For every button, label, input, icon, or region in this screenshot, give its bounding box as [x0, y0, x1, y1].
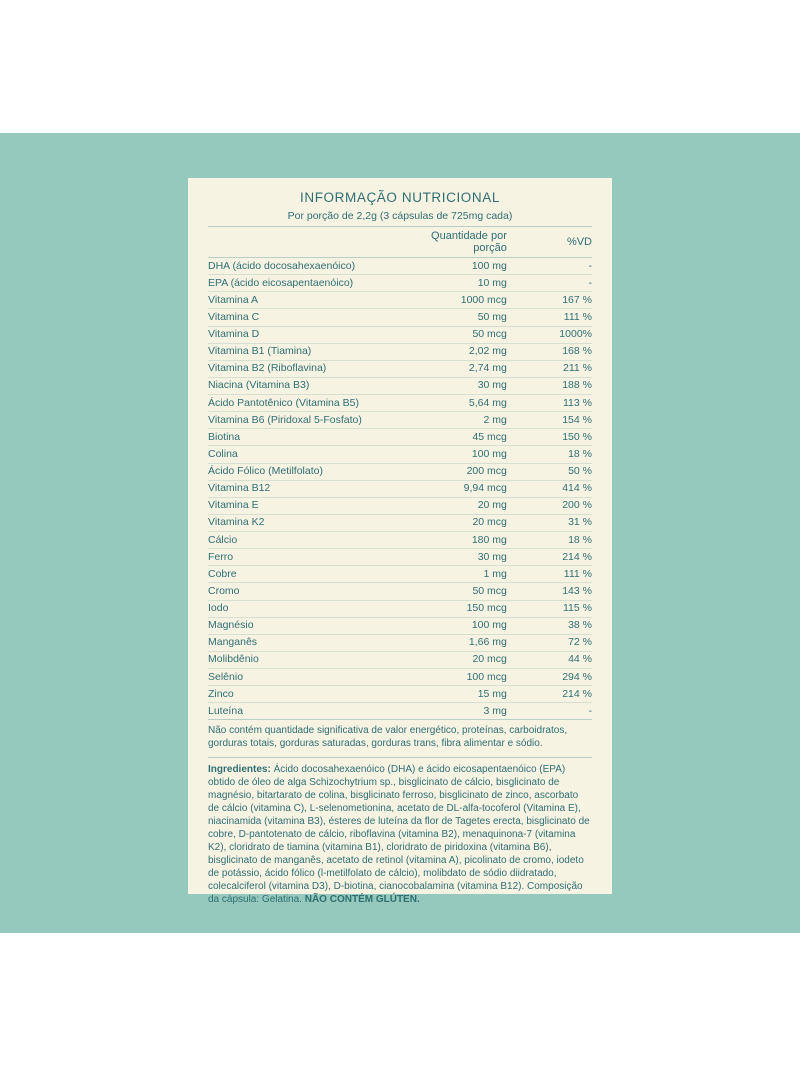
nutrient-name: Vitamina C — [208, 309, 423, 326]
nutrient-name: Niacina (Vitamina B3) — [208, 377, 423, 394]
nutrient-daily-value: 113 % — [523, 395, 592, 412]
table-row — [208, 395, 592, 412]
nutrient-amount: 100 mg — [423, 258, 523, 275]
nutrient-amount: 10 mg — [423, 275, 523, 292]
nutrient-amount: 20 mcg — [423, 514, 523, 531]
nutrient-daily-value: - — [523, 703, 592, 720]
column-header-amount: Quantidade por porção — [423, 227, 523, 258]
nutrient-daily-value: 72 % — [523, 634, 592, 651]
table-row — [208, 377, 592, 394]
nutrient-name: Iodo — [208, 600, 423, 617]
table-row — [208, 275, 592, 292]
ingredients-text: Ácido docosahexaenóico (DHA) e ácido eicosapentaenóico (EPA) obtido de óleo de alga Schizochytrium sp., bisglicinato de cálcio, bisglicinato de magnésio, bitartarato de colina, bisglicinato ferroso, bisglicinato de zinco, ascorbato de cálcio (vitamina C), L-selenometionina, acetato de DL-alfa-tocoferol (Vitamina E), niacinamida (vitamina B3), ésteres de luteína da flor de Tagetes erecta, bisglicinato de cobre, D-pantotenato de cálcio, riboflavina (vitamina B2), menaquinona-7 (vitamina K2), cloridrato de tiamina (vitamina B1), cloridrato de piridoxina (vitamina B6), bisglicinato de manganês, acetato de retinol (vitamina A), picolinato de cromo, iodeto de potássio, ácido fólico (l-metilfolato de cálcio), molibdato de sódio diidratado, colecalciferol (vitamina D3), D-biotina, cianocobalamina (vitamina B12). Composição da cápsula: Gelatina. — [208, 763, 590, 905]
nutrient-amount: 2 mg — [423, 412, 523, 429]
nutrient-amount: 15 mg — [423, 686, 523, 703]
nutrient-daily-value: 115 % — [523, 600, 592, 617]
nutrient-name: Ácido Fólico (Metilfolato) — [208, 463, 423, 480]
nutrient-amount: 5,64 mg — [423, 395, 523, 412]
nutrient-name: Zinco — [208, 686, 423, 703]
nutrient-daily-value: 18 % — [523, 446, 592, 463]
table-row — [208, 480, 592, 497]
nutrient-daily-value: 38 % — [523, 617, 592, 634]
table-row — [208, 258, 592, 275]
nutrient-daily-value: 111 % — [523, 309, 592, 326]
nutrient-amount: 100 mcg — [423, 669, 523, 686]
ingredients-label: Ingredientes: — [208, 763, 271, 775]
nutrient-name: Ferro — [208, 549, 423, 566]
table-row — [208, 463, 592, 480]
nutrient-name: Cromo — [208, 583, 423, 600]
nutrient-amount: 2,02 mg — [423, 343, 523, 360]
nutrient-name: Manganês — [208, 634, 423, 651]
nutrient-amount: 150 mcg — [423, 600, 523, 617]
nutrient-daily-value: 211 % — [523, 360, 592, 377]
nutrient-daily-value: 18 % — [523, 532, 592, 549]
nutrient-name: Colina — [208, 446, 423, 463]
nutrient-daily-value: 50 % — [523, 463, 592, 480]
nutrient-name: Molibdênio — [208, 651, 423, 668]
nutrient-daily-value: 1000% — [523, 326, 592, 343]
nutrient-amount: 50 mcg — [423, 326, 523, 343]
nutrient-amount: 200 mcg — [423, 463, 523, 480]
nutrient-name: EPA (ácido eicosapentaenóico) — [208, 275, 423, 292]
nutrient-daily-value: 167 % — [523, 292, 592, 309]
page-title: INFORMAÇÃO NUTRICIONAL — [300, 190, 500, 205]
nutrient-amount: 30 mg — [423, 549, 523, 566]
table-row — [208, 514, 592, 531]
nutrient-name: Cobre — [208, 566, 423, 583]
nutrient-daily-value: 200 % — [523, 497, 592, 514]
table-row — [208, 429, 592, 446]
table-row — [208, 669, 592, 686]
table-row — [208, 566, 592, 583]
gluten-free-statement: NÃO CONTÉM GLÚTEN. — [304, 893, 420, 905]
column-header-nutrient — [208, 227, 423, 258]
nutrient-daily-value: 188 % — [523, 377, 592, 394]
nutrient-name: Cálcio — [208, 532, 423, 549]
nutrient-daily-value: - — [523, 275, 592, 292]
nutrition-table-body — [208, 258, 592, 720]
nutrient-name: Vitamina B12 — [208, 480, 423, 497]
table-row — [208, 600, 592, 617]
nutrient-daily-value: 414 % — [523, 480, 592, 497]
table-header-row — [208, 227, 592, 258]
nutrient-name: Vitamina A — [208, 292, 423, 309]
table-row — [208, 703, 592, 720]
table-row — [208, 360, 592, 377]
table-row — [208, 343, 592, 360]
table-row — [208, 532, 592, 549]
nutrient-amount: 180 mg — [423, 532, 523, 549]
nutrient-amount: 20 mcg — [423, 651, 523, 668]
nutrient-name: Ácido Pantotênico (Vitamina B5) — [208, 395, 423, 412]
nutrient-name: Magnésio — [208, 617, 423, 634]
nutrient-name: Vitamina B6 (Piridoxal 5-Fosfato) — [208, 412, 423, 429]
nutrient-daily-value: 143 % — [523, 583, 592, 600]
table-row — [208, 686, 592, 703]
nutrient-name: Vitamina E — [208, 497, 423, 514]
nutrient-daily-value: 111 % — [523, 566, 592, 583]
nutrient-daily-value: 44 % — [523, 651, 592, 668]
nutrient-name: DHA (ácido docosahexaenóico) — [208, 258, 423, 275]
nutrient-daily-value: 150 % — [523, 429, 592, 446]
nutrient-amount: 1 mg — [423, 566, 523, 583]
nutrition-table — [208, 227, 592, 720]
nutrient-amount: 1000 mcg — [423, 292, 523, 309]
table-row — [208, 634, 592, 651]
nutrition-note: Não contém quantidade significativa de valor energético, proteínas, carboidratos, gorduras totais, gorduras saturadas, gorduras trans, fibra alimentar e sódio. — [208, 720, 592, 758]
nutrient-daily-value: 294 % — [523, 669, 592, 686]
nutrient-amount: 9,94 mcg — [423, 480, 523, 497]
table-row — [208, 651, 592, 668]
table-row — [208, 549, 592, 566]
nutrient-name: Vitamina B1 (Tiamina) — [208, 343, 423, 360]
nutrient-daily-value: 31 % — [523, 514, 592, 531]
nutrient-amount: 100 mg — [423, 446, 523, 463]
nutrient-name: Luteína — [208, 703, 423, 720]
nutrient-amount: 2,74 mg — [423, 360, 523, 377]
nutrient-amount: 100 mg — [423, 617, 523, 634]
nutrient-name: Vitamina D — [208, 326, 423, 343]
table-row — [208, 292, 592, 309]
table-row — [208, 326, 592, 343]
nutrient-daily-value: - — [523, 258, 592, 275]
nutrition-label-panel — [188, 178, 612, 905]
nutrient-daily-value: 168 % — [523, 343, 592, 360]
nutrient-daily-value: 214 % — [523, 686, 592, 703]
nutrient-amount: 45 mcg — [423, 429, 523, 446]
nutrient-amount: 3 mg — [423, 703, 523, 720]
nutrient-name: Vitamina B2 (Riboflavina) — [208, 360, 423, 377]
serving-size-text: Por porção de 2,2g (3 cápsulas de 725mg cada) — [208, 210, 592, 227]
table-row — [208, 412, 592, 429]
nutrient-daily-value: 214 % — [523, 549, 592, 566]
nutrient-amount: 20 mg — [423, 497, 523, 514]
nutrient-name: Selênio — [208, 669, 423, 686]
table-row — [208, 446, 592, 463]
nutrient-amount: 30 mg — [423, 377, 523, 394]
ingredients-block — [208, 758, 592, 906]
column-header-vd: %VD — [523, 227, 592, 258]
nutrient-name: Vitamina K2 — [208, 514, 423, 531]
nutrition-table-head — [208, 227, 592, 258]
table-row — [208, 583, 592, 600]
nutrient-name: Biotina — [208, 429, 423, 446]
table-row — [208, 497, 592, 514]
nutrient-daily-value: 154 % — [523, 412, 592, 429]
nutrient-amount: 50 mcg — [423, 583, 523, 600]
nutrient-amount: 1,66 mg — [423, 634, 523, 651]
nutrient-amount: 50 mg — [423, 309, 523, 326]
table-row — [208, 309, 592, 326]
table-row — [208, 617, 592, 634]
